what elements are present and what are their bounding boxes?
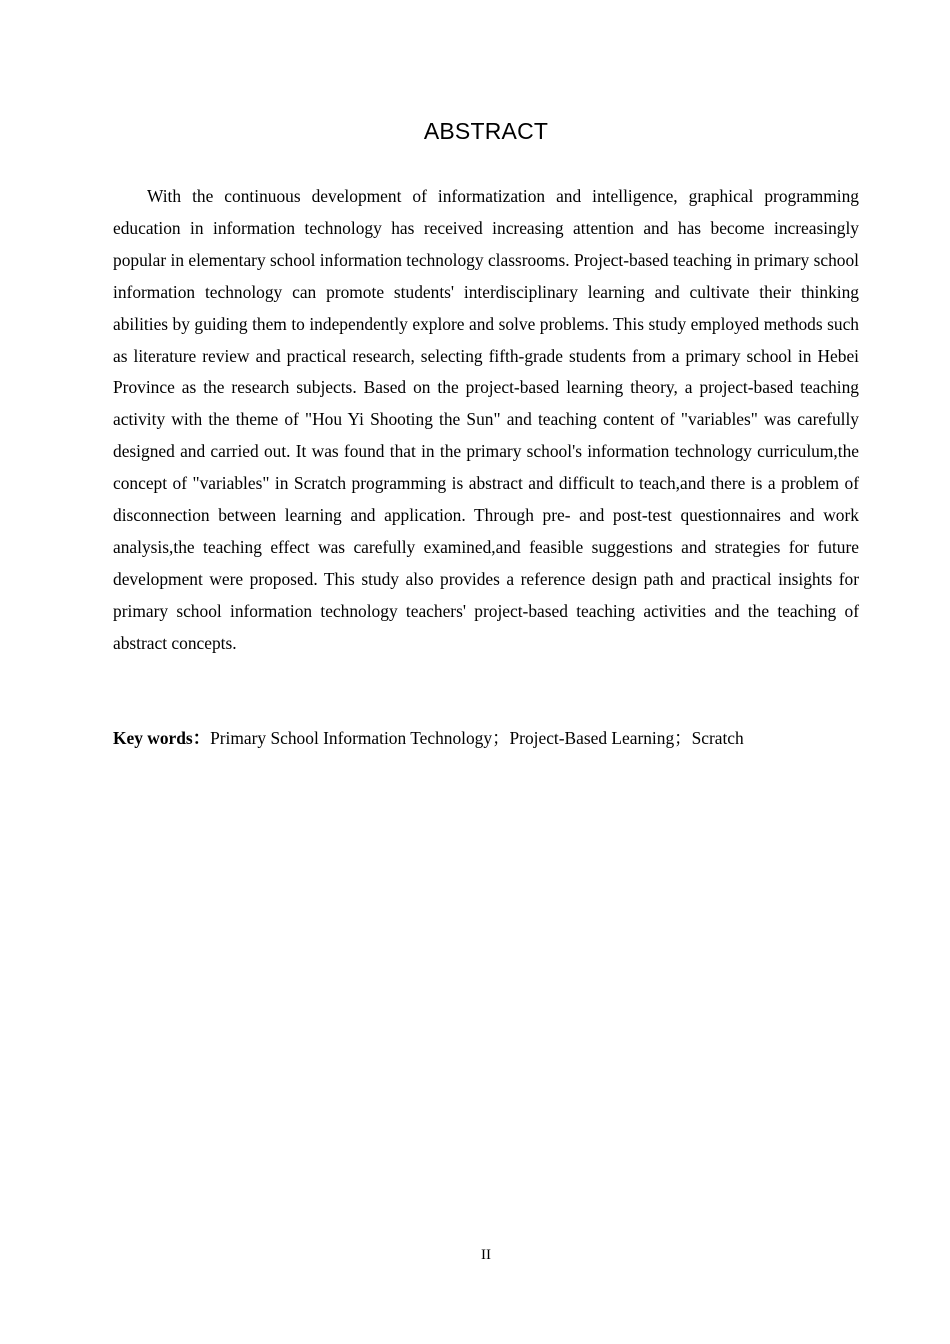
page-number: II [481,1247,491,1263]
keyword-item: Primary School Information Technology [210,728,493,748]
keywords-label: Key words： [113,728,211,748]
keyword-item: Scratch [691,728,744,748]
abstract-body: With the continuous development of informatization and intelligence, graphical programming education in information technology has received increasing attention and has become increasingly popular in elementary school information technology classrooms. Project-based teaching in primary school information technology can promote students' interdisciplinary learning and cultivate their thinking abilities by guiding them to independently explore and solve problems. This study employed methods such as literature review and practical research, selecting fifth-grade students from a primary school in Hebei Province as the research subjects. Based on the project-based learning theory, a project-based teaching activity with the theme of "Hou Yi Shooting the Sun" and teaching content of "variables" was carefully designed and carried out. It was found that in the primary school's information technology curriculum,the concept of "variables" in Scratch programming is abstract and difficult to teach,and there is a problem of disconnection between learning and application. Through pre- and post-test questionnaires and work analysis,the teaching effect was carefully examined,and feasible suggestions and strategies for future development were proposed. This study also provides a reference design path and practical insights for primary school information technology teachers' project-based teaching activities and the teaching of abstract concepts. [113,186,859,653]
keyword-separator: ； [674,728,692,748]
keywords-line [113,723,859,754]
keyword-item: Project-Based Learning [509,728,675,748]
abstract-title: ABSTRACT [423,118,549,144]
keyword-separator: ； [492,728,510,748]
